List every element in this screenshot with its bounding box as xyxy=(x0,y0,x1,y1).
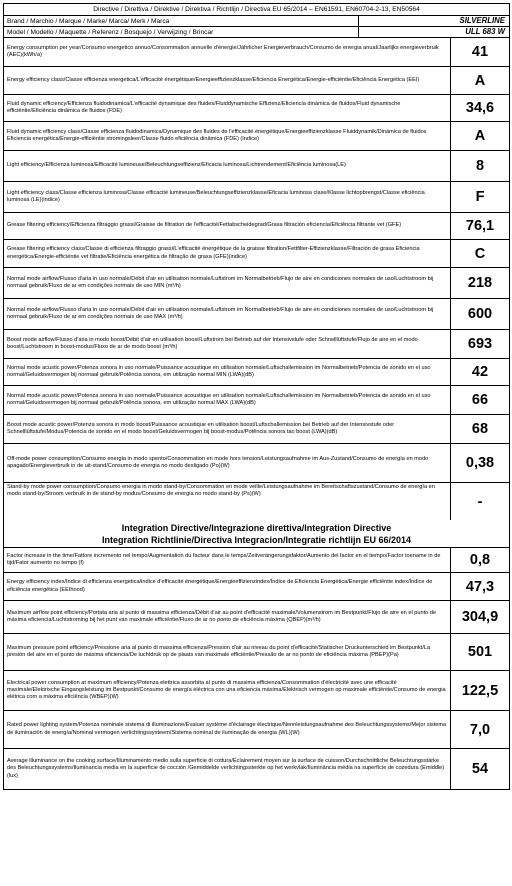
parameter-label: Maximum pressure point efficiency/Pressione aria al punto di massima efficienza/Pression d'air au niveau du point d'efficacité/Statischer Druckunterschied im Bestpunkt/La presión del aire en el punto de máxima eficiencia/De luchtdruk op de plaats van maximale efficiëntie/Pressão de ar no ponto de eficiência máxima (PBEP)(Pa) xyxy=(4,634,451,670)
parameter-label: Normal mode acustic power/Potenza sonora in uso normale/Puissance acoustique en utilisation normale/Luftschallemission im Normalbetrieb/Potencia de sonido en el uso normal/Geluidsvermogen bij normaal gebruik/Potência sonora, em utilização normal MAX (LWA)(dB) xyxy=(4,386,451,414)
parameter-value: 42 xyxy=(471,364,489,380)
parameter-row xyxy=(4,483,509,520)
parameter-label: Fluid dynamic efficiency class/Classe efficienza fluidodinamica/Dynamique des fluides de l'efficacité énergétique/Energieeffizienzklasse Fluiddynamik/Dinámica de fluidos Eficiencia energética/Energie-efficiëntie stromingsleer/Classe fluido eficiência dinâmica (FDE) (Indice) xyxy=(4,122,451,150)
parameter-row xyxy=(4,415,509,444)
parameter-value: 76,1 xyxy=(465,218,495,234)
parameter-row xyxy=(4,671,509,711)
parameter-label: Fluid dynamic efficiency/Efficienza fluidodinamica/L'efficacité dynamique des fluides/Fluiddynamische Effizienz/Eficiencia dinámica de fluidos/Fluid dynamische efficiëntie/Eficiência dinâmica de fluidos (FDE) xyxy=(4,95,451,121)
parameter-label: Light efficiency/Efficienza luminosa/Efficacité lumineuse/Beleuchtungseffizienz/Eficacia luminosa/Lichtrendement/Eficiência luminosa(LE) xyxy=(4,151,451,181)
section-title-line-2: Integration Richtlinie/Directiva Integracion/Integratie richtlijn EU 66/2014 xyxy=(101,534,412,545)
parameter-row xyxy=(4,240,509,268)
directive-header xyxy=(4,4,509,16)
parameter-value: 8 xyxy=(475,158,485,174)
parameter-row xyxy=(4,573,509,601)
brand-row xyxy=(4,16,509,27)
parameter-value: C xyxy=(474,245,486,262)
parameter-label: Factor increase in the time/Fattore incremento nel tempo/Augmentation du facteur dans le temps/Zeitverängerungsfaktor/Aumento del factor en el tiempo/Factor toename in de tijd/Fator aumento no tempo (f) xyxy=(4,548,451,572)
directive-text: Directive / Direttiva / Direktive / Direktiva / Richtlijn / Directiva EU 65/2014 – EN61591, EN60704-2-13, EN50564 xyxy=(93,6,420,13)
parameter-value: 47,3 xyxy=(465,578,495,595)
parameter-label: Stand-by mode power consumption/Consumo energia in modo stand-by/Consommation en mode veille/Leistungsaufnahme im Bereitschaftszustand/Consumo de energía en modo stand-by/Stroom verbruik in de stand-by modus/Consumo de energia no modo stand-by (Ps)(W) xyxy=(4,483,451,520)
parameter-value: 34,6 xyxy=(465,100,495,116)
parameter-row xyxy=(4,386,509,415)
parameter-value: 0,38 xyxy=(465,455,495,471)
parameter-value: A xyxy=(474,72,486,89)
parameter-value: 7,0 xyxy=(469,721,491,738)
parameter-label: Boost mode acustic power/Potenza sonora in modo boost/Puissance acoustique en utilisation boost/Luftschallemission bei Betrieb auf der Intensivstufe oder Schnelllüftstufe/Modus/Potencia de sonido en el modo boost/Geluidsvermogen bij boost-modus/Potência sonora tao boost (LWA)(dB) xyxy=(4,415,451,443)
parameter-row xyxy=(4,749,509,789)
parameter-row xyxy=(4,38,509,67)
energy-label-table xyxy=(3,3,510,790)
parameter-row xyxy=(4,444,509,483)
parameter-value: 501 xyxy=(467,644,493,660)
parameter-value: 54 xyxy=(471,761,489,777)
parameter-label: Normal mode airflow/Flusso d'aria in uso normale/Débit d'air en utilisation normale/Luftstrom im Normalbetrieb/Flujo de aire en condiciones normales de uso/Luchtstroom bij normaal gebruik/Fluxo de ar em condições normais de uso MAX (m³/h) xyxy=(4,299,451,329)
parameter-row xyxy=(4,601,509,634)
parameter-row xyxy=(4,330,509,359)
brand-label: Brand / Marchio / Marque / Marke/ Marca/ Merk / Marca xyxy=(4,16,359,26)
parameter-row xyxy=(4,122,509,151)
parameter-label: Off-mode power consumption/Consumo energia in modo spento/Consommation en mode hors tension/Leistungsaufnahme im Aus-Zustand/Consumo de energía en modo apagado/Energieverbruik in de uit-stand/Consumo de energia no modo desligado (Po)(W) xyxy=(4,444,451,482)
parameter-value: A xyxy=(474,128,486,144)
model-row xyxy=(4,27,509,38)
parameter-label: Normal mode airflow/Flusso d'aria in uso normale/Débit d'air en utilisation normale/Luftstrom im Normalbetrieb/Flujo de aire en condiciones normales de uso/Luchtstroom bij normaal gebruik/Fluxo de ar em condições normais de uso MIN (m³/h) xyxy=(4,268,451,298)
parameter-label: Rated power lighting system/Potenza nominale sistema di illuminazione/Évaluer système d'éclairage électrique/Nennleistungsaufnahme des Beleuchtungssystems/Mejor sistema de iluminación de energía/Nominal vermogen verlichtingssysteem/Sistema nominal de iluminação de energia (WL)(W) xyxy=(4,711,451,748)
model-label: Model / Modello / Maquette / Referenz / Bosquejo / Verwijzing / Brincar xyxy=(4,27,359,37)
parameter-row xyxy=(4,268,509,299)
model-value: ULL 683 W xyxy=(465,27,505,36)
parameter-label: Energy consumption per year/Consumo energetico annuo/Consommation annuelle d'énergie/Jährlicher Energieverbrauch/Consumo de energia anual/Jaarlijks energieverbruik (AEC)(kWh/a) xyxy=(4,38,451,66)
parameter-row xyxy=(4,548,509,573)
parameter-label: Light efficiency class/Classe efficienza luminosa/Classe efficacité lumineuse/Beleuchtungseffizienzklasse/Eficacia luminosa clase/Klasse lichtopbrengst/Classe eficiência luminosa (LE)(indice) xyxy=(4,182,451,212)
brand-value: SILVERLINE xyxy=(459,16,505,25)
parameter-row xyxy=(4,67,509,95)
parameter-row xyxy=(4,359,509,386)
parameter-value: 218 xyxy=(467,275,493,291)
parameter-label: Grease filtering efficiency/Efficienza filtraggio grassi/Graisse de filtration de l'efficacité/Fettabscheidegrad/Grasa filtración eficiencia/Eficiência filtrante vet (GFE) xyxy=(4,213,451,239)
parameter-label: Energy efficiency index/Indice di efficienza energetica/indice d'efficacité énergétique/Energieeffizienzindex/Índice de Eficiencia Energética/Energie efficiëntie index/Índice de eficiência energética (EEIhood) xyxy=(4,573,451,600)
parameter-value: 693 xyxy=(467,336,493,352)
parameter-row xyxy=(4,182,509,213)
parameter-label: Grease filtering efficiency class/Classe di efficienza filtraggio grassi/L'efficacité énergétique de la graisse filtration/Fettfilter-Effizienzklasse/Filtración de grasa Eficiencia energética/Energie-efficiëntie vet filtratie/Eficiência energética de filtração de graxa (GFE)(indice) xyxy=(4,240,451,267)
parameter-row xyxy=(4,95,509,122)
parameter-label: Energy efficiency class/Classe efficienza energetica/L'efficacité énergétique/Energieeffizienzklasse/Eficiencia Energética/Energie-efficiëntie/Eficiência Energética (EEI) xyxy=(4,67,451,94)
parameter-value: 66 xyxy=(471,392,489,408)
parameter-value: F xyxy=(475,189,485,205)
parameter-value: 41 xyxy=(471,44,489,60)
parameter-value: - xyxy=(477,493,483,510)
parameter-label: Average illuminance on the cooking surface/Illuminamento medio sulla superficie di cottura/Éclairement moyen sur la surface de cuisson/Durchschnittliche Beleuchtungsstärke des Beleuchtungssystems/Iluminancia media en la superficie de cocción /Gemiddelde verlichtingssterkte op het werkvlak/Iluminância média na superfície de cozedura (Emiddle)(lux) xyxy=(4,749,451,789)
parameter-value: 600 xyxy=(467,306,493,322)
parameter-value: 304,9 xyxy=(461,609,499,625)
parameter-row xyxy=(4,213,509,240)
parameter-row xyxy=(4,634,509,671)
parameter-row xyxy=(4,151,509,182)
parameter-row xyxy=(4,299,509,330)
parameter-row xyxy=(4,711,509,749)
parameter-label: Boost mode airflow/Flusso d'aria in modo boost/Débit d'air en utilisation boost/Luftstrom bei Betrieb auf der Intensivstufe oder Schnelllüftstufe/Flujo de aire en el modo boost/Luchtstroom in boost-modus/Fluxo de ar de modo boost (m³/h) xyxy=(4,330,451,358)
parameter-label: Electrical power consumption at maximum efficiency/Potenza elettrica assorbita al punto di massima efficienza/Consommation d'électricité avec une efficacité maximale/Elektrische Eingangsleistung im Bestpunkt/Consumo de energía eléctrica con una eficiencia máxima/Elektrisch vermogen op maximale efficiëntie/Consumo de energia elétrica com a máxima eficiência (WBEP)(W) xyxy=(4,671,451,710)
integration-directive-section xyxy=(4,520,509,548)
parameter-label: Normal mode acustic power/Potenza sonora in uso normale/Puissance acoustique en utilisation normale/Luftschallemission im Normalbetrieb/Potencia de sonido en el uso normal/Geluidsvermogen bij normaal gebruik/Potência sonora, em utilização normal MIN (LWA)(dB) xyxy=(4,359,451,385)
parameter-value: 122,5 xyxy=(461,682,499,699)
parameter-label: Maximum airflow point efficiency/Portata aria al punto di massima efficienza/Débit d'air au point d'efficacité maximale/Volumenstrom im Bestpunkt/Flujo de aire en el punto de máxima eficiencia/Luchtstroming bij het punt van maximale efficiëntie/Fluxo de ar no ponto de eficiência máxima (QBEP)(m³/h) xyxy=(4,601,451,633)
parameter-value: 68 xyxy=(471,421,489,437)
parameter-value: 0,8 xyxy=(469,552,491,568)
section-title-line-1: Integration Directive/Integrazione direttiva/Integration Directive xyxy=(121,522,392,533)
